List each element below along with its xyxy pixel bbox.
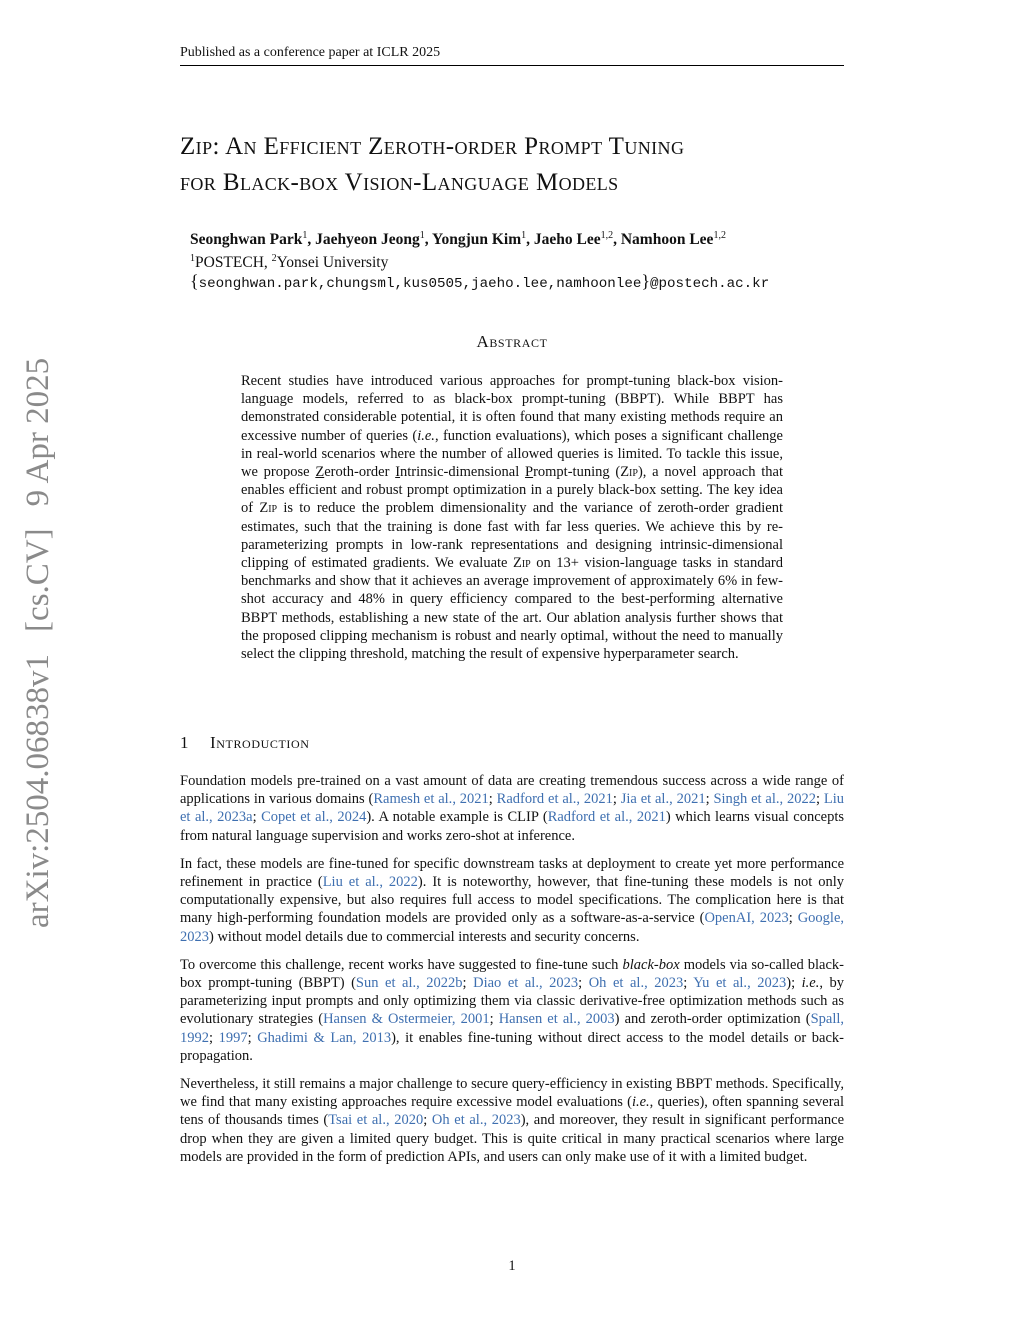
abstract-span: ), a novel approach that enables efficient and robust prompt optimization in a purely black-box setting. The key idea of	[241, 464, 783, 517]
citation-link[interactable]: Jia et al., 2021	[620, 791, 706, 808]
author-affiliation-mark: 1	[302, 230, 308, 241]
author-affiliation-mark: 1,2	[600, 230, 614, 241]
introduction-body	[180, 772, 844, 1176]
emphasis: i.e.	[631, 1094, 650, 1111]
arxiv-stamp	[18, 358, 58, 928]
paragraph-1: Foundation models pre-trained on a vast amount of data are creating tremendous success across a wide range of applications in various domains (Ramesh et al., 2021; Radford et al., 2021; Jia et al., 2021; Singh et al., 2022; Liu et al., 2023a; Copet et al., 2024). A notable example is CLIP (Radford et al., 2021) which learns visual concepts from natural language supervision and works zero-shot at inference.	[180, 773, 844, 844]
page-number: 1	[508, 1258, 516, 1274]
author-block	[190, 226, 890, 294]
citation-link[interactable]: Oh et al., 2023	[588, 975, 684, 992]
paragraph-3: To overcome this challenge, recent works have suggested to fine-tune such black-box models via so-called black-box prompt-tuning (BBPT) (Sun et al., 2022b; Diao et al., 2023; Oh et al., 2023; Yu et al., 2023); i.e., by parameterizing input prompts and only optimizing them via classic derivative-free optimization methods such as evolutionary strategies (Hansen & Ostermeier, 2001; Hansen et al., 2003) and zeroth-order optimization (Spall, 1992; 1997; Ghadimi & Lan, 2013), it enables fine-tuning without direct access to the model details or back-propagation.	[180, 956, 845, 1064]
abstract-ie: i.e.	[417, 427, 435, 444]
acronym-p: P	[525, 464, 534, 481]
abstract-span: Recent studies have introduced various approaches for prompt-tuning black-box vision-language models, referred to as black-box prompt-tuning (BBPT). While BBPT has demonstrated considerable potential, it is often found that many existing methods require an excessive number of queries (	[241, 373, 783, 444]
email-brace-open: {	[190, 271, 199, 292]
citation-link[interactable]: Ramesh et al., 2021	[373, 791, 489, 808]
text: );	[786, 975, 802, 992]
acronym-z: Z	[315, 464, 325, 481]
affiliation-name: POSTECH,	[195, 254, 272, 272]
text: models via so-called black-box prompt-tuning (BBPT) (	[180, 956, 844, 992]
running-header: Published as a conference paper at ICLR 2025	[180, 44, 844, 66]
affiliation-number: 1	[190, 253, 195, 265]
text: ) without model details due to commercial interests and security concerns.	[209, 928, 640, 945]
citation-link[interactable]: Spall, 1992	[180, 1011, 845, 1046]
text: ), and moreover, they result in significant performance drop when they are given a limited query budget. This is quite critical in many practical scenarios where large models are provided in the form of prediction APIs, and users can only make use of it with a limited budget.	[180, 1112, 845, 1165]
text: ). It is noteworthy, however, that fine-tuning these models is not only computationally expensive, but also requires full access to model specifications. The complication here is that many high-performing foundation models are provided only as a software-as-a-service (	[180, 874, 844, 927]
email-brace-close: }	[641, 271, 651, 292]
text: To overcome this challenge, recent works have suggested to fine-tune such	[180, 956, 623, 973]
abstract-span: is to reduce the problem dimensionality and the variance of zeroth-order gradient estimates, such that the training is done fast with far less queries. We achieve this by re-parameterizing prompts in low-rank representations and designing intrinsic-dimensional clipping of estimated gradients. We evaluate	[241, 500, 783, 572]
title-line-1: Zip: An Efficient Zeroth-order Prompt Tuning	[180, 133, 685, 160]
acronym-i: I	[395, 464, 401, 481]
citation-link[interactable]: Liu et al., 2023a	[180, 791, 844, 826]
author-name: Jaeho Lee	[533, 231, 601, 249]
text: , queries), often spanning several tens of thousands times (	[180, 1094, 844, 1129]
abstract-text	[241, 372, 783, 663]
paragraph-4: Nevertheless, it still remains a major challenge to secure query-efficiency in existing BBPT methods. Specifically, we find that many existing approaches require excessive model evaluations (i.e., queries), often spanning several tens of thousands times (Tsai et al., 2020; Oh et al., 2023), and moreover, they result in significant performance drop when they are given a limited query budget. This is quite critical in many practical scenarios where large models are provided in the form of prediction APIs, and users can only make use of it with a limited budget.	[180, 1076, 845, 1165]
email-domain: @postech.ac.kr	[650, 276, 770, 293]
author-name: Yongjun Kim	[431, 231, 522, 249]
paper-title	[180, 129, 860, 201]
text: Nevertheless, it still remains a major challenge to secure query-efficiency in existing BBPT methods. Specifically, we find that many existing approaches require excessive model evaluations (	[180, 1076, 844, 1111]
emphasis: black-box	[622, 956, 680, 973]
arxiv-id: arXiv:2504.06838v1	[20, 653, 56, 928]
citation-link[interactable]: Radford et al., 2021	[547, 809, 666, 826]
email-users: seonghwan.park,chungsml,kus0505,jaeho.lee,namhoonlee	[198, 276, 642, 293]
abstract-span: ntrinsic-dimensional	[400, 464, 525, 481]
text: ) and zeroth-order optimization (	[614, 1011, 811, 1028]
author-affiliation-mark: 1	[521, 230, 527, 241]
abstract-span: eroth-order	[324, 464, 396, 481]
text: Foundation models pre-trained on a vast amount of data are creating tremendous success across a wide range of applications in various domains (	[180, 773, 844, 808]
text: ) which learns visual concepts from natural language supervision and works zero-shot at inference.	[180, 809, 844, 844]
citation-link[interactable]: Ghadimi & Lan, 2013	[257, 1029, 392, 1046]
author-affiliation-mark: 1	[419, 230, 425, 241]
section-number: 1	[180, 733, 190, 752]
citation-link[interactable]: Google, 2023	[180, 910, 844, 945]
author-name: Namhoon Lee	[620, 231, 714, 249]
author-name: Seonghwan Park	[190, 231, 303, 249]
citation-link[interactable]: Radford et al., 2021	[496, 791, 613, 808]
affiliations	[190, 249, 890, 272]
email-line	[190, 272, 890, 294]
text: ), it enables fine-tuning without direct access to the model details or back-propagation.	[180, 1029, 844, 1064]
section-title-text: Introduction	[210, 733, 310, 752]
affiliation-number: 2	[271, 253, 277, 265]
text: ). A notable example is CLIP (	[366, 809, 548, 826]
text: , by parameterizing input prompts and only optimizing them via classic derivative-free optimization methods such as evolutionary strategies (	[180, 975, 845, 1028]
citation-link[interactable]: Singh et al., 2022	[713, 791, 816, 808]
citation-link[interactable]: Hansen & Ostermeier, 2001	[323, 1011, 490, 1028]
citation-link[interactable]: Copet et al., 2024	[261, 809, 367, 826]
citation-link[interactable]: 1997	[218, 1029, 248, 1046]
author-list: Seonghwan Park$^1$, Jaehyeon Jeong$^1$, Yongjun Kim$^1$, Jaeho Lee$^{1,2}$, Namhoon Lee$^{1,2}$	[190, 230, 726, 249]
citation-link[interactable]: Yu et al., 2023	[693, 975, 787, 992]
citation-link[interactable]: Oh et al., 2023	[431, 1112, 521, 1129]
citation-link[interactable]: Sun et al., 2022b	[355, 975, 463, 992]
abstract-span: , function evaluations), which poses a significant challenge in real-world scenarios where the number of allowed queries is limited. To tackle this issue, we propose	[241, 427, 783, 481]
citation-link[interactable]: Tsai et al., 2020	[328, 1112, 424, 1129]
abstract-span: on 13+ vision-language tasks in standard benchmarks and show that it achieves an average improvement of approximately 6% in few-shot accuracy and 48% in query efficiency compared to the best-performing alternative BBPT methods, establishing a new state of the art. Our ablation analysis further shows that the proposed clipping mechanism is robust and nearly optimal, without the need to manually select the clipping threshold, matching the result of expensive hyperparameter search.	[241, 555, 783, 663]
title-line-2: for Black-box Vision-Language Models	[180, 169, 619, 196]
method-name: Zip	[620, 464, 638, 481]
abstract-heading: Abstract	[476, 332, 548, 351]
author-affiliation-mark: 1,2	[713, 230, 726, 241]
author-name: Jaehyeon Jeong	[315, 231, 420, 249]
emphasis: i.e.	[801, 975, 820, 992]
introduction-heading	[180, 733, 310, 753]
citation-link[interactable]: Diao et al., 2023	[473, 975, 579, 992]
paragraph-2: In fact, these models are fine-tuned for specific downstream tasks at deployment to create yet more performance refinement in practice (Liu et al., 2022). It is noteworthy, however, that fine-tuning these models is not only computationally expensive, but also requires full access to model specifications. The complication here is that many high-performing foundation models are provided only as a software-as-a-service (OpenAI, 2023; Google, 2023) without model details due to commercial interests and security concerns.	[180, 855, 844, 945]
method-name: Zip	[259, 500, 278, 517]
citation-link[interactable]: Liu et al., 2022	[322, 874, 418, 891]
affiliation-name: Yonsei University	[276, 254, 389, 272]
arxiv-category: [cs.CV]	[20, 528, 56, 632]
abstract-span: rompt-tuning (	[533, 464, 621, 481]
citation-link[interactable]: OpenAI, 2023	[704, 910, 789, 927]
method-name: Zip	[513, 555, 531, 572]
citation-link[interactable]: Hansen et al., 2003	[498, 1011, 615, 1028]
text: In fact, these models are fine-tuned for specific downstream tasks at deployment to create yet more performance refinement in practice (	[180, 855, 844, 891]
arxiv-date: 9 Apr 2025	[20, 357, 56, 507]
